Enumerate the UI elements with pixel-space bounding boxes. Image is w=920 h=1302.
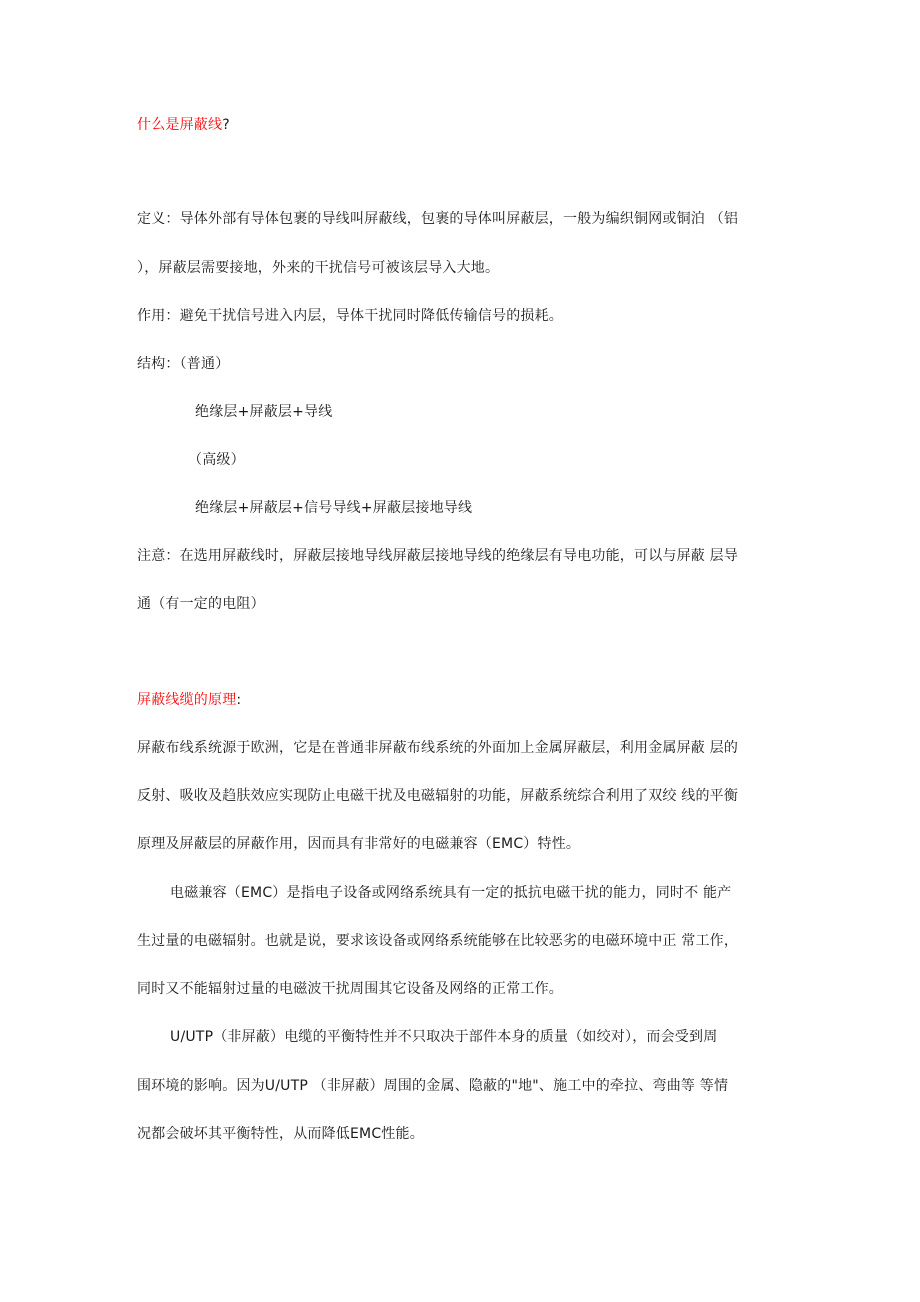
definition-line-1: 定义：导体外部有导体包裹的导线叫屏蔽线，包裹的导体叫屏蔽层，一般为编织铜网或铜泊 （铝 — [137, 211, 739, 227]
structure-normal: 绝缘层+屏蔽层+导线 — [195, 404, 333, 420]
definition-line-2: ），屏蔽层需要接地，外来的干扰信号可被该层导入大地。 — [137, 260, 500, 276]
heading-shielded-cable-principle — [137, 691, 241, 709]
principle-para3-line-3: 况都会破坏其平衡特性，从而降低EMC性能。 — [137, 1126, 424, 1142]
principle-para3-line-1: U/UTP（非屏蔽）电缆的平衡特性并不只取决于部件本身的质量（如绞对），而会受到周 — [170, 1029, 718, 1045]
principle-para3-line-2: 围环境的影响。因为U/UTP （非屏蔽）周围的金属、隐蔽的"地"、施工中的牵拉、弯曲等 等情 — [137, 1078, 729, 1094]
note-line-2: 通（有一定的电阻） — [137, 596, 265, 612]
heading-suffix: : — [236, 692, 242, 708]
principle-para2-line-3: 同时又不能辐射过量的电磁波干扰周围其它设备及网络的正常工作。 — [137, 981, 563, 997]
heading-what-is-shielded-wire — [137, 116, 230, 134]
principle-para2-line-1: 电磁兼容（EMC）是指电子设备或网络系统具有一定的抵抗电磁干扰的能力，同时不 能产 — [170, 885, 732, 901]
structure-advanced: 绝缘层+屏蔽层+信号导线+屏蔽层接地导线 — [195, 500, 473, 516]
structure-advanced-label: （高级） — [188, 452, 245, 468]
heading-suffix: ? — [222, 117, 230, 133]
note-line-1: 注意：在选用屏蔽线时，屏蔽层接地导线屏蔽层接地导线的绝缘层有导电功能，可以与屏蔽 层导 — [137, 548, 739, 564]
structure-label: 结构：（普通） — [137, 356, 230, 372]
heading-text: 什么是屏蔽线 — [137, 117, 223, 133]
principle-para2-line-2: 生过量的电磁辐射。也就是说，要求该设备或网络系统能够在比较恶劣的电磁环境中正 常工作， — [137, 933, 739, 949]
principle-para1-line-1: 屏蔽布线系统源于欧洲，它是在普通非屏蔽布线系统的外面加上金属屏蔽层，利用金属屏蔽 层的 — [137, 740, 739, 756]
heading-text: 屏蔽线缆的原理 — [137, 692, 237, 708]
principle-para1-line-3: 原理及屏蔽层的屏蔽作用，因而具有非常好的电磁兼容（EMC）特性。 — [137, 836, 581, 852]
principle-para1-line-2: 反射、吸收及趋肤效应实现防止电磁干扰及电磁辐射的功能，屏蔽系统综合利用了双绞 线的平衡 — [137, 788, 739, 804]
function-paragraph: 作用：避免干扰信号进入内层，导体干扰同时降低传输信号的损耗。 — [137, 308, 563, 324]
